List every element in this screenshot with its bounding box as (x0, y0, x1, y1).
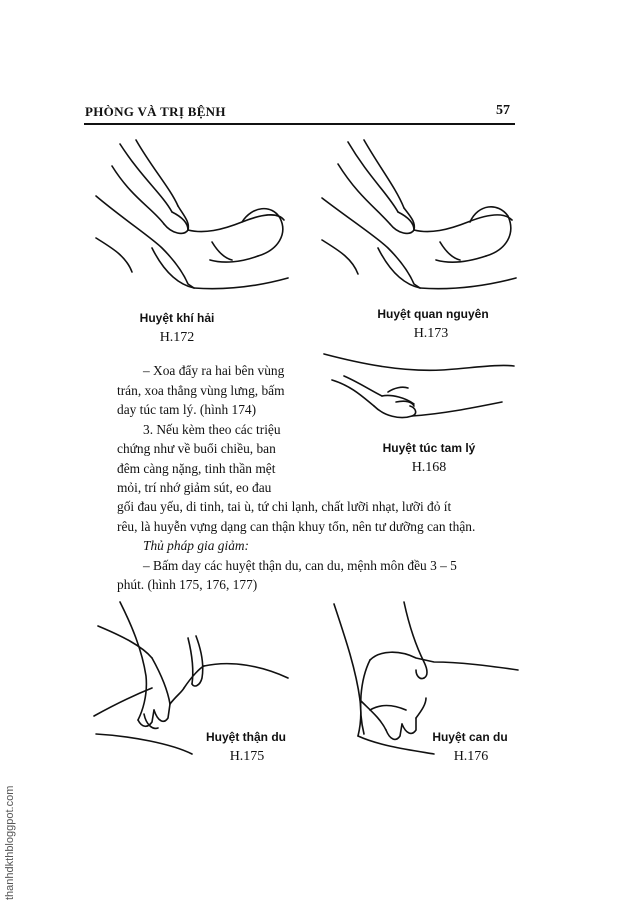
figure-label-h176: H.176 (453, 749, 489, 764)
body-line: đêm càng nặng, tinh thần mệt (117, 460, 276, 476)
running-header-title: PHÒNG VÀ TRỊ BỆNH (85, 104, 226, 119)
body-line: day túc tam lý. (hình 174) (117, 402, 257, 417)
body-line: – Bấm day các huyệt thận du, can du, mệnh môn đều 3 – 5 (143, 557, 457, 573)
figure-label-h175: H.175 (229, 749, 265, 764)
figure-label-h168: H.168 (411, 460, 447, 475)
body-line: mỏi, trí nhớ giảm sút, eo đau (117, 480, 272, 495)
page-number: 57 (496, 103, 510, 118)
body-line: – Xoa đẩy ra hai bên vùng (143, 363, 285, 378)
caption-can-du: Huyệt can du (432, 730, 508, 744)
body-text-left-column (117, 361, 305, 498)
body-line: rêu, là huyễn vựng dạng can thận khuy tổn, nên tư dưỡng can thận. (117, 518, 476, 534)
body-text-full-width (117, 497, 537, 595)
illustration-tuc-tam-ly (322, 346, 516, 436)
body-line: chứng như về buổi chiều, ban (117, 441, 276, 456)
subheading-method: Thủ pháp gia giảm: (143, 538, 250, 553)
body-line: gối đau yếu, di tinh, tai ù, tứ chi lạnh, chất lưỡi nhạt, lưỡi đỏ ít (117, 499, 452, 514)
caption-khi-hai: Huyệt khí hải (139, 311, 215, 325)
caption-tuc-tam-ly: Huyệt túc tam lý (382, 441, 476, 455)
body-line: trán, xoa thẳng vùng lưng, bấm (117, 382, 285, 398)
illustration-khi-hai (92, 138, 292, 303)
figure-label-h173: H.173 (413, 326, 449, 341)
caption-quan-nguyen: Huyệt quan nguyên (377, 307, 489, 321)
site-watermark: thanhdkthbloggpot.com (4, 785, 16, 900)
header-rule (84, 123, 515, 125)
body-line: 3. Nếu kèm theo các triệu (143, 421, 281, 437)
body-line: phút. (hình 175, 176, 177) (117, 577, 258, 592)
illustration-quan-nguyen (318, 138, 518, 303)
caption-than-du: Huyệt thận du (206, 730, 286, 744)
figure-label-h172: H.172 (159, 330, 195, 345)
